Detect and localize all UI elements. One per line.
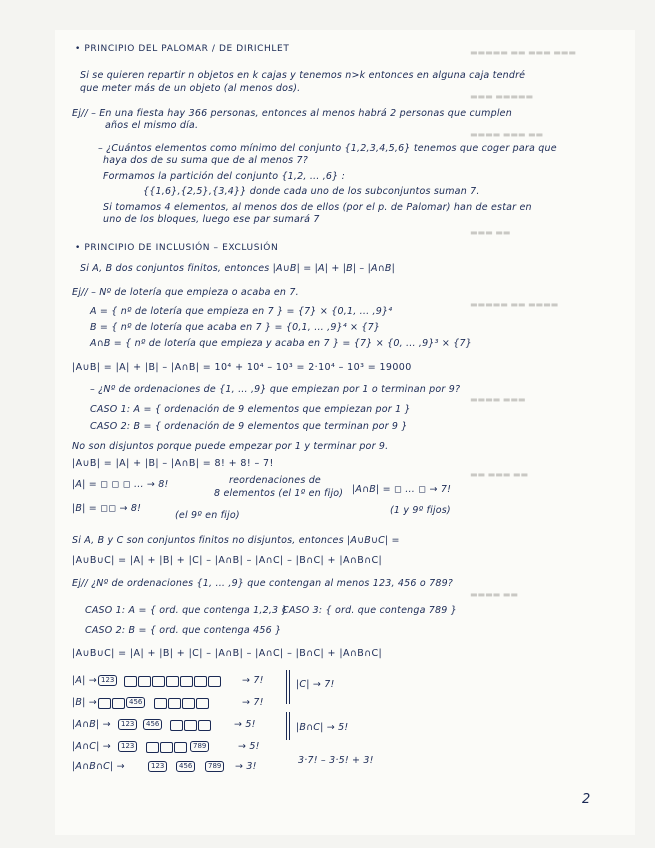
text-line-l23: reordenaciones de xyxy=(229,475,321,486)
double-bar-divider xyxy=(289,670,290,704)
text-line-l34: CASO 2: B = { ord. que contenga 456 } xyxy=(85,625,282,636)
text-line-l2: que meter más de un objeto (al menos dos). xyxy=(80,83,301,94)
text-line-l15: A∩B = { nº de lotería que empieza y acaba en 7 } = {7} × {0, ... ,9}³ × {7} xyxy=(90,338,472,349)
text-line-l25: |A∩B| = ◻ ... ◻ → 7! xyxy=(352,484,452,495)
text-line-l44: |A∩C| → xyxy=(72,741,111,752)
text-line-h2: • PRINCIPIO DE INCLUSIÓN – EXCLUSIÓN xyxy=(75,243,279,253)
double-bar-divider xyxy=(286,712,287,740)
text-line-l45: → 5! xyxy=(238,741,260,752)
text-line-l19: CASO 2: B = { ordenación de 9 elementos que terminan por 9 } xyxy=(90,421,408,432)
text-line-l48: 3·7! – 3·5! + 3! xyxy=(298,755,374,766)
text-line-l27: (el 9º en fijo) xyxy=(175,510,240,521)
double-bar-divider xyxy=(289,712,290,740)
text-line-l5: – ¿Cuántos elementos como mínimo del conjunto {1,2,3,4,5,6} tenemos que coger para que xyxy=(98,143,557,154)
text-line-l28: (1 y 9º fijos) xyxy=(390,505,451,516)
text-line-l38: |C| → 7! xyxy=(296,679,335,690)
text-line-l9: Si tomamos 4 elementos, al menos dos de ellos (por el p. de Palomar) han de estar en xyxy=(103,202,532,213)
text-line-l10: uno de los bloques, luego ese par sumará 7 xyxy=(103,214,320,225)
text-line-l7: Formamos la partición del conjunto {1,2, ... ,6} : xyxy=(103,171,346,182)
text-line-l30: |A∪B∪C| = |A| + |B| + |C| – |A∩B| – |A∩C| – |B∩C| + |A∩B∩C| xyxy=(72,555,383,566)
text-line-l41: |A∩B| → xyxy=(72,719,111,730)
text-line-l18: CASO 1: A = { ordenación de 9 elementos que empiezan por 1 } xyxy=(90,404,411,415)
text-line-l22: |A| = ◻ ◻ ◻ ... → 8! xyxy=(72,479,169,490)
text-line-l13: A = { nº de lotería que empieza en 7 } = {7} × {0,1, ... ,9}⁴ xyxy=(90,306,393,317)
page-number: 2 xyxy=(582,792,591,807)
text-line-l47: → 3! xyxy=(235,761,257,772)
text-line-l39: |B| → xyxy=(72,697,97,708)
text-line-l11: Si A, B dos conjuntos finitos, entonces |A∪B| = |A| + |B| – |A∩B| xyxy=(80,263,395,274)
text-line-l40: → 7! xyxy=(242,697,264,708)
text-line-l26: |B| = ◻◻ → 8! xyxy=(72,503,142,514)
text-line-l31: Ej// ¿Nº de ordenaciones {1, ... ,9} que contengan al menos 123, 456 o 789? xyxy=(72,578,454,589)
text-line-l17: – ¿Nº de ordenaciones de {1, ... ,9} que empiezan por 1 o terminan por 9? xyxy=(90,384,461,395)
text-line-l14: B = { nº de lotería que acaba en 7 } = {0,1, ... ,9}⁴ × {7} xyxy=(90,322,381,333)
text-line-h1: • PRINCIPIO DEL PALOMAR / DE DIRICHLET xyxy=(75,44,290,54)
text-line-l35: |A∪B∪C| = |A| + |B| + |C| – |A∩B| – |A∩C| – |B∩C| + |A∩B∩C| xyxy=(72,648,383,659)
double-bar-divider xyxy=(286,670,287,704)
text-line-l46: |A∩B∩C| → xyxy=(72,761,125,772)
text-line-l6: haya dos de su suma que de al menos 7? xyxy=(103,155,308,166)
text-line-l42: → 5! xyxy=(234,719,256,730)
text-line-l32: CASO 1: A = { ord. que contenga 1,2,3 } xyxy=(85,605,288,616)
text-line-l8: {{1,6},{2,5},{3,4}} donde cada uno de los subconjuntos suman 7. xyxy=(143,186,480,197)
text-line-l20: No son disjuntos porque puede empezar por 1 y terminar por 9. xyxy=(72,441,389,452)
text-line-l37: → 7! xyxy=(242,675,264,686)
text-line-l29: Si A, B y C son conjuntos finitos no disjuntos, entonces |A∪B∪C| = xyxy=(72,535,400,546)
text-line-l1: Si se quieren repartir n objetos en k cajas y tenemos n>k entonces en alguna caja tendré xyxy=(80,70,526,81)
text-line-l24: 8 elementos (el 1º en fijo) xyxy=(214,488,344,499)
text-line-l12: Ej// – Nº de lotería que empieza o acaba en 7. xyxy=(72,287,299,298)
text-line-l3: Ej// – En una fiesta hay 366 personas, entonces al menos habrá 2 personas que cumplen xyxy=(72,108,512,119)
text-line-l4: años el mismo día. xyxy=(105,120,199,131)
text-line-l16: |A∪B| = |A| + |B| – |A∩B| = 10⁴ + 10⁴ – 10³ = 2·10⁴ – 10³ = 19000 xyxy=(72,362,412,373)
text-line-l36: |A| → xyxy=(72,675,97,686)
text-line-l33: CASO 3: { ord. que contenga 789 } xyxy=(282,605,458,616)
text-line-l21: |A∪B| = |A| + |B| – |A∩B| = 8! + 8! – 7! xyxy=(72,458,274,469)
text-line-l43: |B∩C| → 5! xyxy=(296,722,349,733)
